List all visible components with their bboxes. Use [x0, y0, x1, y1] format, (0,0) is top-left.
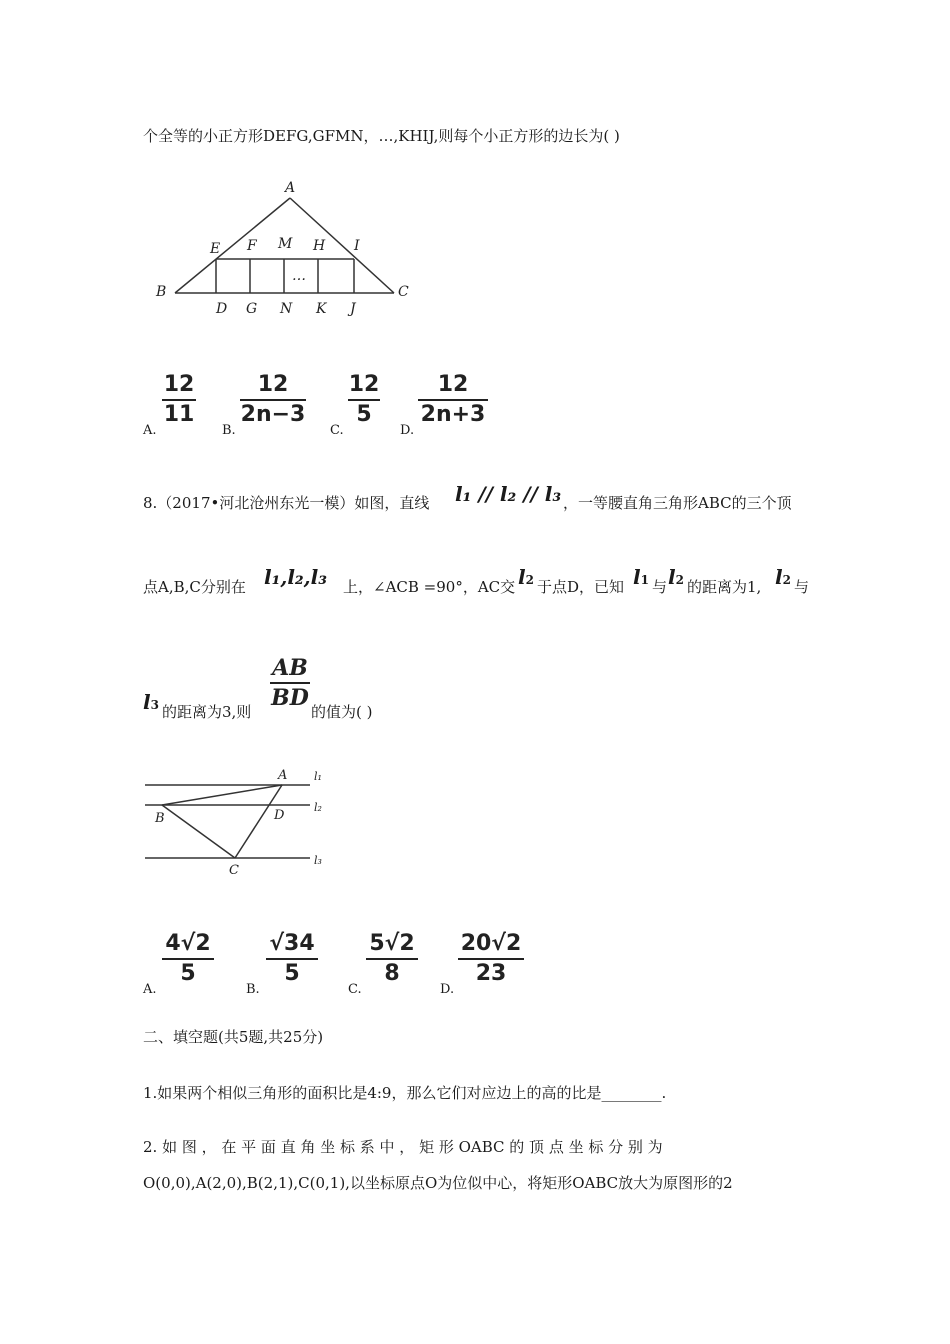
point-label-j: J — [350, 301, 356, 317]
q7-option-d-fraction: 12 2n+3 — [418, 372, 488, 428]
q8-option-a-label: A. — [143, 982, 157, 997]
fig-label-c: C — [229, 863, 239, 878]
point-label-h: H — [313, 238, 326, 254]
q8-option-c-label: C. — [348, 982, 362, 997]
q7-option-b-fraction: 12 2n−3 — [240, 372, 306, 427]
q7-option-b-label: B. — [222, 423, 236, 438]
q8-l3-symbol: l3 — [143, 690, 159, 714]
section-title: 二、填空题(共5题,共25分) — [143, 1028, 324, 1046]
q8-option-d-fraction: 20√2 23 — [458, 931, 524, 987]
point-label-c: C — [398, 284, 409, 300]
q8-line2-point-d-text: 于点D，已知 — [537, 578, 625, 596]
fill-question-2-line1: 2. 如 图 ， 在 平 面 直 角 坐 标 系 中 ， 矩 形 OABC 的 顶 点 坐 标 分 别 为 — [143, 1138, 663, 1156]
ellipsis: … — [292, 268, 306, 284]
q8-option-b-label: B. — [246, 982, 260, 997]
q8-line3-value-text: 的值为( ) — [311, 703, 373, 721]
fill-question-2-line2: O(0,0),A(2,0),B(2,1),C(0,1),以坐标原点O为位似中心，将矩形OABC放大为原图形的2 — [143, 1174, 733, 1192]
point-label-d: D — [216, 301, 228, 317]
q7-option-c-label: C. — [330, 423, 344, 438]
fig-label-a: A — [278, 768, 288, 783]
q8-lines-list-symbol: l₁,l₂,l₃ — [264, 565, 327, 589]
point-label-b: B — [156, 284, 167, 300]
point-label-a: A — [285, 180, 296, 196]
point-label-e: E — [210, 241, 221, 257]
q8-option-c-fraction: 5√2 8 — [366, 931, 418, 987]
fig-label-l1: l₁ — [314, 770, 322, 783]
q8-parallel-lines-symbol: l₁ // l₂ // l₃ — [455, 482, 562, 506]
q8-l1-symbol: l1 — [633, 565, 649, 589]
q8-option-a-fraction: 4√2 5 — [162, 931, 214, 987]
q8-ab-over-bd-fraction: AB BD — [271, 655, 309, 711]
fig-label-l2: l₂ — [314, 801, 322, 814]
q8-line2-angle-text: 上，∠ACB =90°，AC交 — [343, 578, 516, 596]
q8-line2-and-text: 与 — [652, 578, 668, 596]
q8-l2-symbol-c: l2 — [775, 565, 791, 589]
q8-line3-distance-text: 的距离为3,则 — [162, 703, 252, 721]
point-label-m: M — [278, 236, 293, 252]
q8-option-b-fraction: √34 5 — [266, 931, 318, 987]
q7-option-a-fraction: 12 11 — [163, 372, 195, 427]
q8-line2-distance-text: 的距离为1, — [687, 578, 762, 596]
point-label-g: G — [246, 301, 258, 317]
q8-figure — [140, 760, 340, 882]
q7-option-c-fraction: 12 5 — [348, 372, 380, 427]
q7-option-d-label: D. — [400, 423, 415, 438]
q8-l2-symbol-b: l2 — [668, 565, 684, 589]
fig-label-d: D — [274, 808, 285, 823]
fill-question-1: 1.如果两个相似三角形的面积比是4:9，那么它们对应边上的高的比是________. — [143, 1084, 667, 1102]
q8-option-d-label: D. — [440, 982, 455, 997]
q7-figure — [150, 175, 425, 325]
q7-text: 个全等的小正方形DEFG,GFMN，…,KHIJ,则每个小正方形的边长为( ) — [143, 127, 620, 145]
point-label-i: I — [354, 238, 360, 254]
fig-label-l3: l₃ — [314, 854, 322, 867]
point-label-k: K — [316, 301, 327, 317]
fig-label-b: B — [155, 811, 165, 826]
q8-line1-text-end: ，一等腰直角三角形ABC的三个顶 — [563, 494, 792, 512]
q8-line2-and-text-b: 与 — [794, 578, 810, 596]
q7-option-a-label: A. — [143, 423, 157, 438]
q8-line2-text: 点A,B,C分别在 — [143, 578, 246, 596]
point-label-n: N — [280, 301, 293, 317]
q8-l2-symbol: l2 — [518, 565, 534, 589]
q8-line1-text: 8.（2017•河北沧州东光一模）如图，直线 — [143, 494, 430, 512]
point-label-f: F — [247, 238, 257, 254]
